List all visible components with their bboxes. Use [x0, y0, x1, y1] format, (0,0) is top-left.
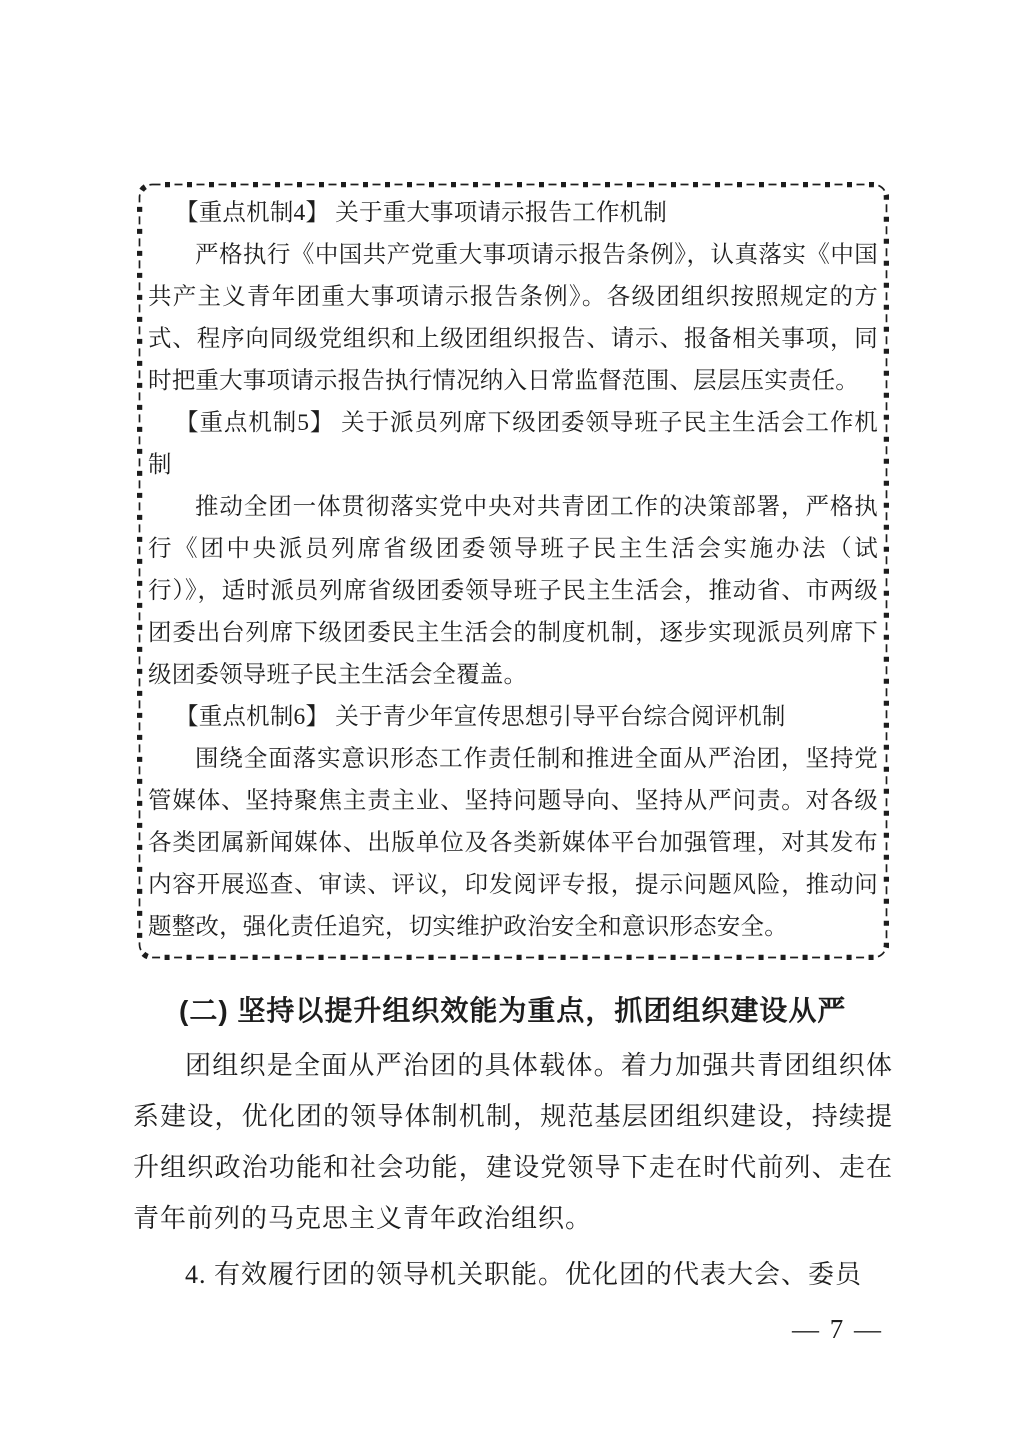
page-content	[133, 0, 893, 1351]
mechanism-5-title: 【重点机制5】 关于派员列席下级团委领导班子民主生活会工作机制	[148, 410, 878, 478]
key-mechanisms-box	[137, 182, 889, 960]
section-paragraph: 团组织是全面从严治团的具体载体。着力加强共青团组织体系建设，优化团的领导体制机制，规范基层团组织建设，持续提升组织政治功能和社会功能，建设党领导下走在时代前列、走在青年前列的马克思主义青年政治组织。	[133, 1051, 893, 1233]
mechanism-6-title: 【重点机制6】 关于青少年宣传思想引导平台综合阅评机制	[175, 704, 786, 730]
mechanism-6-body: 围绕全面落实意识形态工作责任制和推进全面从严治团，坚持党管媒体、坚持聚焦主责主业、坚持问题导向、坚持从严问责。对各级各类团属新闻媒体、出版单位及各类新媒体平台加强管理，对其发布内容开展巡查、审读、评议，印发阅评专报，提示问题风险，推动问题整改，强化责任追究，切实维护政治安全和意识形态安全。	[148, 746, 878, 940]
section-heading: (二) 坚持以提升组织效能为重点，抓团组织建设从严	[179, 995, 847, 1026]
mechanism-4-title: 【重点机制4】 关于重大事项请示报告工作机制	[175, 200, 668, 226]
section-item-4: 4. 有效履行团的领导机关职能。优化团的代表大会、委员	[185, 1260, 863, 1289]
mechanism-5-body: 推动全团一体贯彻落实党中央对共青团工作的决策部署，严格执行《团中央派员列席省级团委领导班子民主生活会实施办法（试行）》，适时派员列席省级团委领导班子民主生活会，推动省、市两级团委出台列席下级团委民主生活会的制度机制，逐步实现派员列席下级团委领导班子民主生活会全覆盖。	[148, 494, 878, 688]
page-number: — 7 —	[792, 1314, 883, 1344]
mechanism-4-body: 严格执行《中国共产党重大事项请示报告条例》，认真落实《中国共产主义青年团重大事项请示报告条例》。各级团组织按照规定的方式、程序向同级党组织和上级团组织报告、请示、报备相关事项，同时把重大事项请示报告执行情况纳入日常监督范围、层层压实责任。	[148, 242, 878, 394]
